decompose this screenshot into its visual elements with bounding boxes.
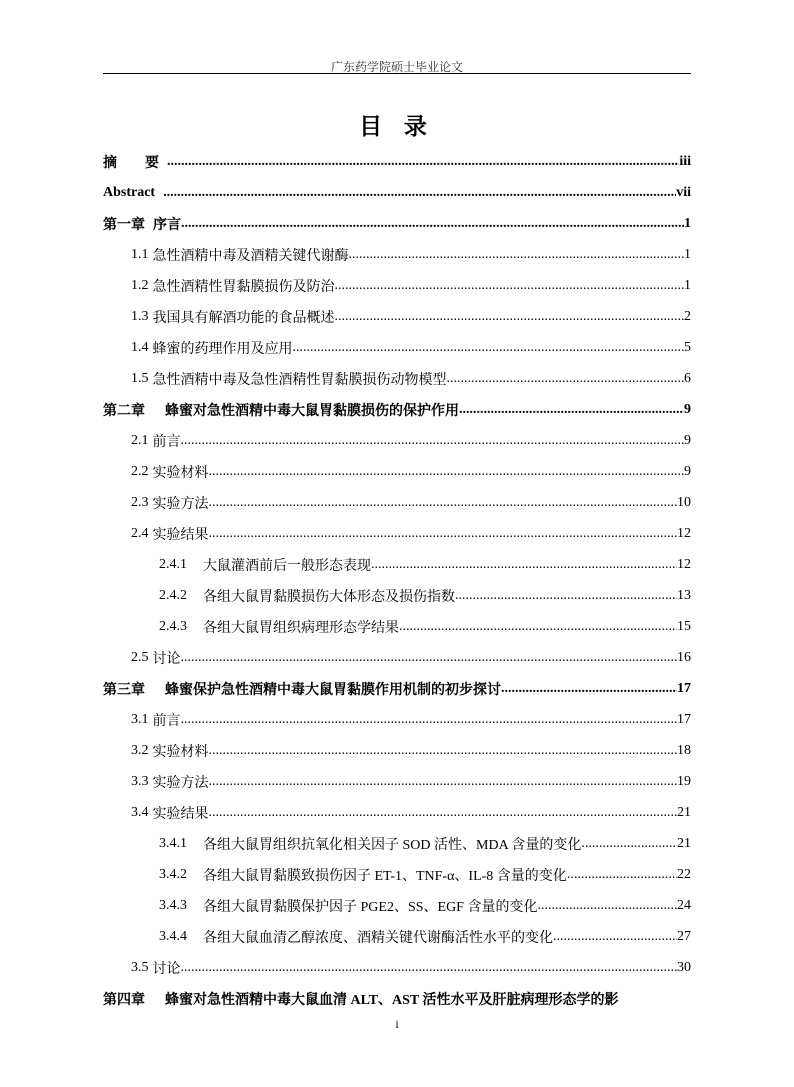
toc-entry[interactable] bbox=[103, 673, 691, 704]
toc-entry-number: 3.4.2 bbox=[159, 866, 187, 882]
page-number: i bbox=[395, 1017, 399, 1031]
dot-leader bbox=[293, 340, 685, 356]
toc-entry-number: 2.4.2 bbox=[159, 587, 187, 603]
dot-leader bbox=[163, 185, 676, 201]
toc-entry-number: 第一章 bbox=[103, 217, 145, 233]
dot-leader bbox=[209, 495, 678, 511]
dot-leader bbox=[501, 681, 677, 697]
toc-entry-title: 大鼠灌酒前后一般形态表现 bbox=[203, 558, 371, 574]
toc-entry-page: 21 bbox=[677, 804, 691, 820]
toc-entry-title: 我国具有解酒功能的食品概述 bbox=[152, 310, 335, 326]
running-header: 广东药学院硕士毕业论文 bbox=[330, 60, 463, 74]
toc-entry-number: 2.1 bbox=[131, 432, 149, 448]
toc-entry-number: 1.5 bbox=[131, 370, 149, 386]
toc-entry-number: 3.3 bbox=[131, 773, 149, 789]
toc-entry[interactable] bbox=[103, 797, 691, 828]
toc-entry-page: 2 bbox=[684, 308, 691, 324]
toc-entry-page: 18 bbox=[677, 742, 691, 758]
toc-entry[interactable] bbox=[103, 301, 691, 332]
toc-entry-title: 实验方法 bbox=[152, 775, 209, 791]
dot-leader bbox=[209, 464, 685, 480]
toc-entry-title: 各组大鼠胃黏膜损伤大体形态及损伤指数 bbox=[203, 589, 455, 605]
toc-entry-number: 摘 要 bbox=[103, 155, 159, 171]
toc-entry-page: 1 bbox=[684, 277, 691, 293]
toc-entry-page: 9 bbox=[684, 401, 691, 417]
toc-entry[interactable] bbox=[103, 611, 691, 642]
toc-entry-number: 3.1 bbox=[131, 711, 149, 727]
toc-entry[interactable] bbox=[103, 766, 691, 797]
toc-entry-number: 2.4.1 bbox=[159, 556, 187, 572]
toc-entry-number: 3.4.3 bbox=[159, 897, 187, 913]
toc-entry-title: 急性酒精性胃黏膜损伤及防治 bbox=[152, 279, 335, 295]
toc-entry-title: 急性酒精中毒及急性酒精性胃黏膜损伤动物模型 bbox=[152, 372, 447, 388]
dot-leader bbox=[335, 278, 685, 294]
toc-entry-page: 12 bbox=[677, 556, 691, 572]
toc-entry-number: 1.1 bbox=[131, 246, 149, 262]
toc-entry-page: 27 bbox=[677, 928, 691, 944]
toc-entry-number: 第三章 bbox=[103, 682, 145, 698]
toc-entry-page: 1 bbox=[684, 215, 691, 231]
toc-entry[interactable] bbox=[103, 456, 691, 487]
toc-entry[interactable] bbox=[103, 735, 691, 766]
toc-entry-title: 蜂蜜保护急性酒精中毒大鼠胃黏膜作用机制的初步探讨 bbox=[165, 682, 501, 698]
toc-entry-title: 蜂蜜对急性酒精中毒大鼠胃黏膜损伤的保护作用 bbox=[165, 403, 459, 419]
dot-leader bbox=[335, 309, 685, 325]
dot-leader bbox=[209, 774, 678, 790]
toc-entry-number: 1.3 bbox=[131, 308, 149, 324]
toc-entry-title: 急性酒精中毒及酒精关键代谢酶 bbox=[152, 248, 349, 264]
toc-entry-title: 各组大鼠胃黏膜保护因子 PGE2、SS、EGF 含量的变化 bbox=[203, 899, 538, 915]
toc-entry-page: 9 bbox=[684, 432, 691, 448]
toc-entry-title: 前言 bbox=[152, 713, 181, 729]
toc-entry[interactable] bbox=[103, 487, 691, 518]
toc-entry-title: 实验结果 bbox=[152, 806, 209, 822]
toc-entry-number: 2.2 bbox=[131, 463, 149, 479]
toc-entry-number: 第四章 bbox=[103, 992, 145, 1008]
dot-leader bbox=[581, 836, 677, 852]
dot-leader bbox=[459, 402, 684, 418]
toc-entry-number: 2.4.3 bbox=[159, 618, 187, 634]
toc-entry-title: 讨论 bbox=[152, 651, 181, 667]
toc-entry-number: 2.3 bbox=[131, 494, 149, 510]
toc-entry-number: 3.2 bbox=[131, 742, 149, 758]
toc-entry-title: 各组大鼠血清乙醇浓度、酒精关键代谢酶活性水平的变化 bbox=[203, 930, 553, 946]
toc-entry-title: 序言 bbox=[153, 217, 181, 233]
toc-entry-number: 2.5 bbox=[131, 649, 149, 665]
dot-leader bbox=[167, 154, 679, 170]
toc-entry[interactable] bbox=[103, 828, 691, 859]
toc-entry[interactable] bbox=[103, 518, 691, 549]
toc-entry-number: 3.4 bbox=[131, 804, 149, 820]
toc-entry-number: 第二章 bbox=[103, 403, 145, 419]
toc-entry[interactable] bbox=[103, 332, 691, 363]
toc-entry-number: 3.4.4 bbox=[159, 928, 187, 944]
toc-entry-number: 1.4 bbox=[131, 339, 149, 355]
dot-leader bbox=[553, 929, 677, 945]
toc-entry[interactable] bbox=[103, 177, 691, 208]
toc-entry[interactable] bbox=[103, 146, 691, 177]
toc-entry-title: 各组大鼠胃组织病理形态学结果 bbox=[203, 620, 399, 636]
toc-entry-page: 1 bbox=[684, 246, 691, 262]
dot-leader bbox=[181, 712, 678, 728]
dot-leader bbox=[349, 247, 685, 263]
dot-leader bbox=[209, 743, 678, 759]
toc-entry-title: 实验材料 bbox=[152, 465, 209, 481]
dot-leader bbox=[567, 867, 677, 883]
toc-entry-page: 30 bbox=[677, 959, 691, 975]
toc-entry[interactable] bbox=[103, 239, 691, 270]
toc-entry[interactable] bbox=[103, 983, 691, 1014]
toc-entry-page: 13 bbox=[677, 587, 691, 603]
toc-entry-title: 各组大鼠胃组织抗氧化相关因子 SOD 活性、MDA 含量的变化 bbox=[203, 837, 582, 853]
toc-entry[interactable] bbox=[103, 580, 691, 611]
toc-entry-number: 3.4.1 bbox=[159, 835, 187, 851]
toc-entry-title: 实验材料 bbox=[152, 744, 209, 760]
toc-entry-title: 讨论 bbox=[152, 961, 181, 977]
page-title: 目 录 bbox=[359, 114, 435, 139]
toc-entry[interactable] bbox=[103, 704, 691, 735]
toc-entry-page: 12 bbox=[677, 525, 691, 541]
toc-entry-number: 1.2 bbox=[131, 277, 149, 293]
toc-entry-page: 22 bbox=[677, 866, 691, 882]
dot-leader bbox=[181, 216, 684, 232]
toc-entry-page: 9 bbox=[684, 463, 691, 479]
toc-entry[interactable] bbox=[103, 952, 691, 983]
dot-leader bbox=[371, 557, 677, 573]
toc-entry[interactable] bbox=[103, 425, 691, 456]
toc-entry-page: iii bbox=[679, 153, 691, 169]
toc-entry-page: 10 bbox=[677, 494, 691, 510]
toc-entry-page: 19 bbox=[677, 773, 691, 789]
toc-entry[interactable] bbox=[103, 394, 691, 425]
toc-entry[interactable] bbox=[103, 921, 691, 952]
toc-entry-title: 实验结果 bbox=[152, 527, 209, 543]
toc-entry-number: 2.4 bbox=[131, 525, 149, 541]
toc-entry-page: 5 bbox=[684, 339, 691, 355]
toc-entry-page: 17 bbox=[677, 680, 691, 696]
dot-leader bbox=[209, 526, 678, 542]
toc-entry-title: 实验方法 bbox=[152, 496, 209, 512]
toc-entry[interactable] bbox=[103, 363, 691, 394]
table-of-contents bbox=[103, 146, 691, 1014]
toc-entry[interactable] bbox=[103, 270, 691, 301]
toc-entry-title: 蜂蜜的药理作用及应用 bbox=[152, 341, 293, 357]
toc-entry-number: Abstract bbox=[103, 184, 156, 200]
header-divider bbox=[103, 73, 691, 74]
toc-entry-page: vii bbox=[676, 184, 691, 200]
toc-entry[interactable] bbox=[103, 208, 691, 239]
toc-entry-page: 15 bbox=[677, 618, 691, 634]
toc-entry-page: 24 bbox=[677, 897, 691, 913]
dot-leader bbox=[537, 898, 677, 914]
dot-leader bbox=[455, 588, 677, 604]
toc-entry-page: 6 bbox=[684, 370, 691, 386]
dot-leader bbox=[181, 650, 678, 666]
toc-entry[interactable] bbox=[103, 549, 691, 580]
dot-leader bbox=[209, 805, 678, 821]
toc-entry[interactable] bbox=[103, 859, 691, 890]
toc-entry-page: 21 bbox=[677, 835, 691, 851]
toc-entry-title: 各组大鼠胃黏膜致损伤因子 ET-1、TNF-α、IL-8 含量的变化 bbox=[203, 868, 567, 884]
toc-entry-title: 前言 bbox=[152, 434, 181, 450]
toc-entry-number: 3.5 bbox=[131, 959, 149, 975]
toc-entry[interactable] bbox=[103, 890, 691, 921]
toc-entry-page: 17 bbox=[677, 711, 691, 727]
toc-entry[interactable] bbox=[103, 642, 691, 673]
toc-entry-title: 蜂蜜对急性酒精中毒大鼠血清 ALT、AST 活性水平及肝脏病理形态学的影 bbox=[165, 992, 619, 1008]
dot-leader bbox=[399, 619, 677, 635]
dot-leader bbox=[181, 433, 685, 449]
dot-leader bbox=[447, 371, 685, 387]
dot-leader bbox=[181, 960, 678, 976]
toc-entry-page: 16 bbox=[677, 649, 691, 665]
